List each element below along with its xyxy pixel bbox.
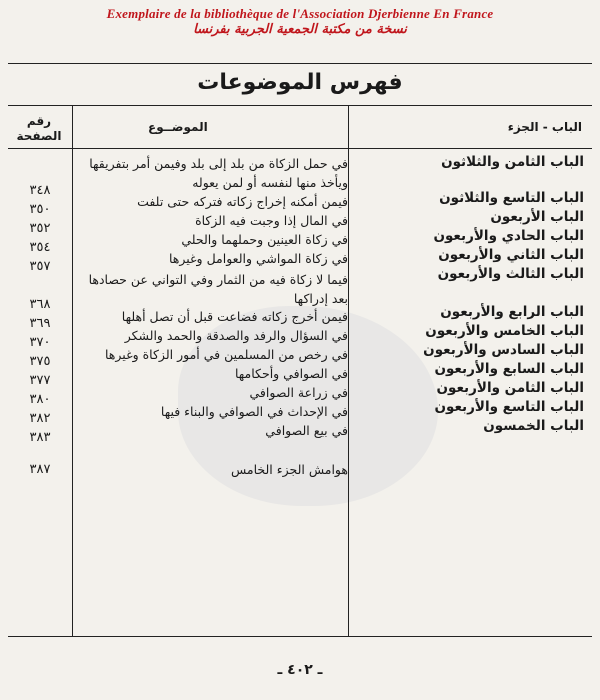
chapter-item: الباب الثالث والأربعون [437,266,584,282]
page-number: ٣٨٧ [29,462,51,477]
page-number: ٣٥٧ [29,259,51,274]
index-table [8,105,592,637]
topic-item: في الصوافي وأحكامها [234,366,348,381]
page-number: ٣٤٨ [29,183,51,198]
page-number: ٣٧٧ [29,373,51,388]
chapter-item: الباب التاسع والأربعون [434,399,584,415]
page-number: ٣٥٤ [29,240,51,255]
topic-item: في المال إذا وجبت فيه الزكاة [195,213,348,228]
header-rule [8,148,592,149]
chapter-item: الباب الخمسون [483,418,584,434]
column-divider-topic [348,106,349,636]
chapter-item: الباب التاسع والثلاثون [439,190,584,206]
page-number: ٣٨٢ [29,411,51,426]
page-number: ٣٦٩ [29,316,51,331]
topic-item: في الإحداث في الصوافي والبناء فيها [160,404,348,419]
topic-item: في رخص من المسلمين في أمور الزكاة وغيرها [105,347,348,362]
chapter-item: الباب الخامس والأربعون [425,323,584,339]
page-number: ٣٦٨ [29,297,51,312]
topic-item: في بيع الصوافي [265,423,348,438]
chapter-item: الباب السادس والأربعون [423,342,584,358]
chapter-item: الباب الرابع والأربعون [440,304,584,320]
chapter-item: الباب الثاني والأربعون [438,247,584,263]
library-stamp-latin: Exemplaire de la bibliothèque de l'Association Djerbienne En France [106,6,494,21]
topic-item: في زكاة المواشي والعوامل وغيرها [168,251,348,266]
topic-item: في زراعة الصوافي [249,385,348,400]
page-number: ٣٥٢ [29,221,51,236]
topic-item: فيمن أمكنه إخراج زكاته فتركه حتى تلفت [137,194,348,209]
chapter-item: الباب السابع والأربعون [434,361,584,377]
page-number: ٣٨٠ [29,392,51,407]
column-header-page-line2: الصفحة [16,129,62,143]
page-number: ٣٧٥ [29,354,51,369]
topic-item: هوامش الجزء الخامس [230,462,348,477]
topic-item: فيما لا زكاة فيه من الثمار وفي التواني عن حصادها بعد إدراكها [88,272,348,306]
top-rule [8,63,592,64]
column-divider-page [72,106,73,636]
page-number: ٣٨٣ [29,430,51,445]
page-title: فهرس الموضوعات [197,70,403,95]
chapter-item: الباب الحادي والأربعون [433,228,584,244]
chapter-item: الباب الثامن والثلاثون [441,154,584,170]
page-number: ٣٥٠ [29,202,51,217]
column-header-chapter: الباب - الجزء [507,120,582,134]
chapter-item: الباب الثامن والأربعون [436,380,584,396]
topic-item: في زكاة العينين وحملهما والحلي [181,232,348,247]
column-header-page-line1: رقم [26,114,52,128]
topic-item: فيمن أخرج زكاته فضاعت قبل أن تصل أهلها [121,309,348,324]
folio-page-number: ـ ٤٠٢ ـ [277,662,323,678]
column-header-topic: الموضــوع [148,120,208,134]
library-stamp-arabic: نسخة من مكتبة الجمعية الجربية بفرنسا [193,22,407,37]
topic-item: في السؤال والرفد والصدقة والحمد والشكر [124,328,348,343]
chapter-item: الباب الأربعون [490,209,584,225]
topic-item: في حمل الزكاة من بلد إلى بلد وفيمن أمر بتفريقها ويأخذ منها لنفسه أو لمن يعوله [89,156,348,190]
column-header-page [8,114,70,144]
page-number: ٣٧٠ [29,335,51,350]
